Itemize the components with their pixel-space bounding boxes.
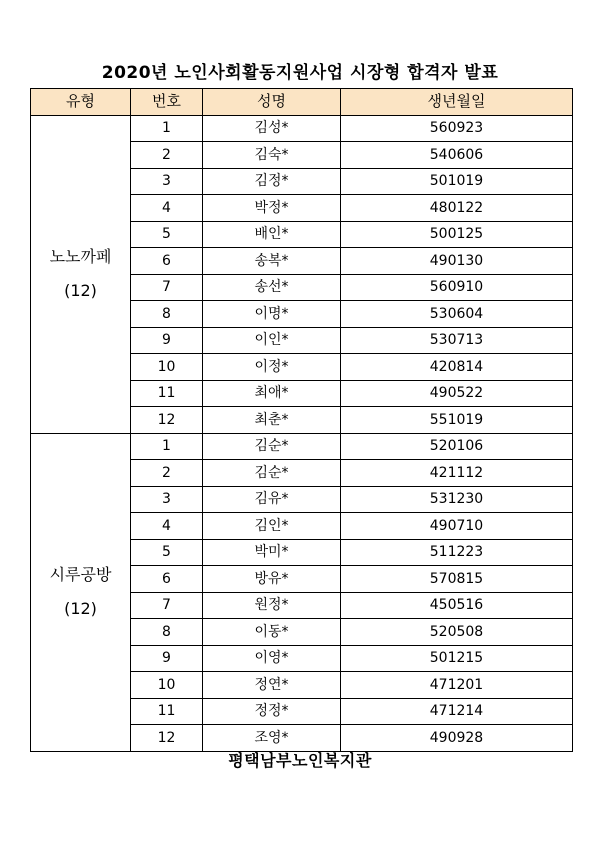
person-name-cell: 박미* (203, 539, 341, 566)
table-row (31, 115, 573, 142)
row-number-cell: 2 (131, 142, 203, 169)
person-name-cell: 김유* (203, 486, 341, 513)
birthdate-cell: 501215 (341, 645, 573, 672)
birthdate-cell: 540606 (341, 142, 573, 169)
table-header-row (31, 89, 573, 116)
person-name-cell: 이동* (203, 619, 341, 646)
row-number-cell: 11 (131, 698, 203, 725)
row-number-cell: 9 (131, 327, 203, 354)
birthdate-cell: 511223 (341, 539, 573, 566)
birthdate-cell: 560910 (341, 274, 573, 301)
birthdate-cell: 570815 (341, 566, 573, 593)
person-name-cell: 최춘* (203, 407, 341, 434)
person-name-cell: 배인* (203, 221, 341, 248)
birthdate-cell: 421112 (341, 460, 573, 487)
birthdate-cell: 520508 (341, 619, 573, 646)
person-name-cell: 방유* (203, 566, 341, 593)
person-name-cell: 이명* (203, 301, 341, 328)
person-name-cell: 김순* (203, 460, 341, 487)
person-name-cell: 이인* (203, 327, 341, 354)
group-count: (12) (64, 281, 97, 300)
group-name: 시루공방 (49, 565, 112, 584)
person-name-cell: 김정* (203, 168, 341, 195)
header-birthdate: 생년월일 (341, 89, 573, 116)
person-name-cell: 정정* (203, 698, 341, 725)
row-number-cell: 10 (131, 672, 203, 699)
person-name-cell: 김성* (203, 115, 341, 142)
person-name-cell: 박정* (203, 195, 341, 222)
person-name-cell: 원정* (203, 592, 341, 619)
row-number-cell: 8 (131, 301, 203, 328)
birthdate-cell: 530604 (341, 301, 573, 328)
birthdate-cell: 490710 (341, 513, 573, 540)
person-name-cell: 송선* (203, 274, 341, 301)
birthdate-cell: 560923 (341, 115, 573, 142)
person-name-cell: 김순* (203, 433, 341, 460)
group-count: (12) (64, 599, 97, 618)
row-number-cell: 7 (131, 274, 203, 301)
person-name-cell: 송복* (203, 248, 341, 275)
group-type-cell (31, 433, 131, 751)
row-number-cell: 3 (131, 486, 203, 513)
row-number-cell: 7 (131, 592, 203, 619)
row-number-cell: 5 (131, 539, 203, 566)
birthdate-cell: 530713 (341, 327, 573, 354)
header-type: 유형 (31, 89, 131, 116)
birthdate-cell: 551019 (341, 407, 573, 434)
row-number-cell: 6 (131, 248, 203, 275)
row-number-cell: 12 (131, 725, 203, 752)
person-name-cell: 김숙* (203, 142, 341, 169)
person-name-cell: 정연* (203, 672, 341, 699)
row-number-cell: 11 (131, 380, 203, 407)
birthdate-cell: 471214 (341, 698, 573, 725)
row-number-cell: 1 (131, 115, 203, 142)
row-number-cell: 12 (131, 407, 203, 434)
row-number-cell: 6 (131, 566, 203, 593)
group-type-cell (31, 115, 131, 433)
birthdate-cell: 531230 (341, 486, 573, 513)
group-name: 노노까페 (49, 247, 112, 266)
organization-name: 평택남부노인복지관 (228, 751, 372, 770)
birthdate-cell: 490522 (341, 380, 573, 407)
row-number-cell: 9 (131, 645, 203, 672)
person-name-cell: 조영* (203, 725, 341, 752)
row-number-cell: 2 (131, 460, 203, 487)
table-body (31, 115, 573, 751)
birthdate-cell: 490928 (341, 725, 573, 752)
results-table (30, 88, 573, 752)
person-name-cell: 김인* (203, 513, 341, 540)
birthdate-cell: 420814 (341, 354, 573, 381)
birthdate-cell: 480122 (341, 195, 573, 222)
birthdate-cell: 501019 (341, 168, 573, 195)
birthdate-cell: 450516 (341, 592, 573, 619)
row-number-cell: 1 (131, 433, 203, 460)
row-number-cell: 4 (131, 513, 203, 540)
person-name-cell: 이정* (203, 354, 341, 381)
birthdate-cell: 490130 (341, 248, 573, 275)
row-number-cell: 10 (131, 354, 203, 381)
row-number-cell: 5 (131, 221, 203, 248)
header-number: 번호 (131, 89, 203, 116)
row-number-cell: 3 (131, 168, 203, 195)
person-name-cell: 이영* (203, 645, 341, 672)
table-row (31, 433, 573, 460)
row-number-cell: 8 (131, 619, 203, 646)
birthdate-cell: 471201 (341, 672, 573, 699)
row-number-cell: 4 (131, 195, 203, 222)
document-title: 2020년 노인사회활동지원사업 시장형 합격자 발표 (101, 63, 499, 83)
birthdate-cell: 520106 (341, 433, 573, 460)
header-name: 성명 (203, 89, 341, 116)
person-name-cell: 최애* (203, 380, 341, 407)
birthdate-cell: 500125 (341, 221, 573, 248)
